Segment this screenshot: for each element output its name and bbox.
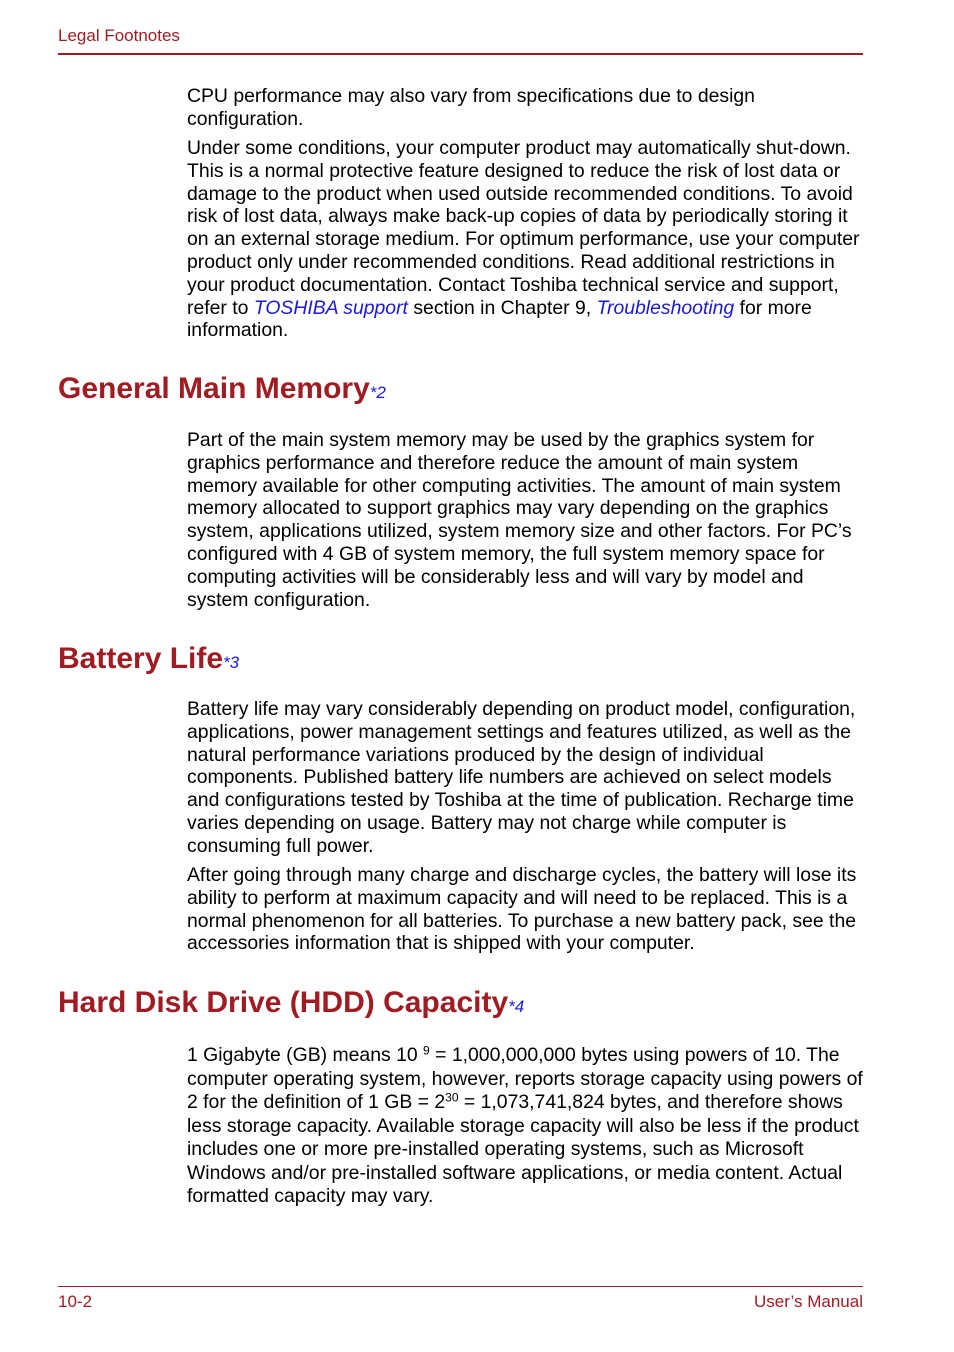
memory-paragraph: Part of the main system memory may be used by the graphics system for graphics performance and therefore reduce the amount of main system memory available for other computing activities. The amount of main system memory allocated to support graphics may vary depending on the graphics system, applications utilized, system memory size and other factors. For PC’s configured with 4 GB of system memory, the full system memory space for computing activities will be considerably less and will vary by model and system configuration. xyxy=(187,429,852,611)
page-number: 10-2 xyxy=(58,1292,93,1311)
hdd-paragraph xyxy=(187,1044,867,1209)
footnote-link-2[interactable]: *2 xyxy=(369,383,386,402)
toshiba-support-link[interactable]: TOSHIBA support xyxy=(253,296,408,319)
footnote-link-3[interactable]: *3 xyxy=(223,653,240,672)
manual-title: User’s Manual xyxy=(754,1292,863,1311)
cpu-paragraph-1: CPU performance may also vary from specifications due to design configuration. xyxy=(187,85,755,130)
general-main-memory-title: General Main Memory xyxy=(58,372,370,405)
battery-life-title: Battery Life xyxy=(58,642,224,675)
hdd-paragraph-b: = 1,000,000,000 bytes using powers of 10. The computer operating system, however, reports storage capacity using powers of 2 for the definition of 1 GB = 2 xyxy=(187,1044,863,1113)
cpu-paragraph-2-end: for more information. xyxy=(187,296,812,342)
hdd-exponent-30: 30 xyxy=(445,1090,459,1105)
battery-paragraph-2: After going through many charge and discharge cycles, the battery will lose its ability to perform at maximum capacity and will need to be replaced. This is a normal phenomenon for all batteries. To purchase a new battery pack, see the accessories information that is shipped with your computer. xyxy=(187,864,857,955)
running-header: Legal Footnotes xyxy=(58,26,180,45)
footer-rule xyxy=(58,1286,863,1287)
hdd-paragraph-a: 1 Gigabyte (GB) means 10 xyxy=(187,1044,418,1066)
battery-life-heading xyxy=(58,642,239,680)
header-rule xyxy=(58,53,863,55)
battery-paragraph-1: Battery life may vary considerably depending on product model, configuration, applications, power management settings and features utilized, as well as the natural performance variations produced by the design of individual components. Published battery life numbers are achieved on select models and configurations tested by Toshiba at the time of publication. Recharge time varies depending on usage. Battery may not charge while computer is consuming full power. xyxy=(187,698,856,857)
hdd-paragraph-c: = 1,073,741,824 bytes, and therefore shows less storage capacity. Available storage capacity will also be less if the product includes one or more pre-installed operating systems, such as Microsoft Windows and/or pre-installed software applications, or media content. Actual formatted capacity may vary. xyxy=(187,1091,859,1207)
cpu-paragraph-2-text: Under some conditions, your computer product may automatically shut-down. This is a normal protective feature designed to reduce the risk of lost data or damage to the product when used outside recommended conditions. To avoid risk of lost data, always make back-up copies of data by periodically storing it on an external storage medium. For optimum performance, use your computer product only under recommended conditions. Read additional restrictions in your product documentation. Contact Toshiba technical service and support, refer to xyxy=(187,137,860,319)
general-main-memory-heading xyxy=(58,372,386,410)
cpu-paragraph-2 xyxy=(187,137,867,342)
hdd-capacity-title: Hard Disk Drive (HDD) Capacity xyxy=(58,986,509,1019)
hdd-exponent-9: 9 xyxy=(423,1043,430,1058)
hdd-capacity-heading xyxy=(58,986,524,1024)
footnote-link-4[interactable]: *4 xyxy=(508,997,525,1016)
troubleshooting-link[interactable]: Troubleshooting xyxy=(596,296,735,319)
cpu-paragraph-2-mid: section in Chapter 9, xyxy=(413,296,592,319)
